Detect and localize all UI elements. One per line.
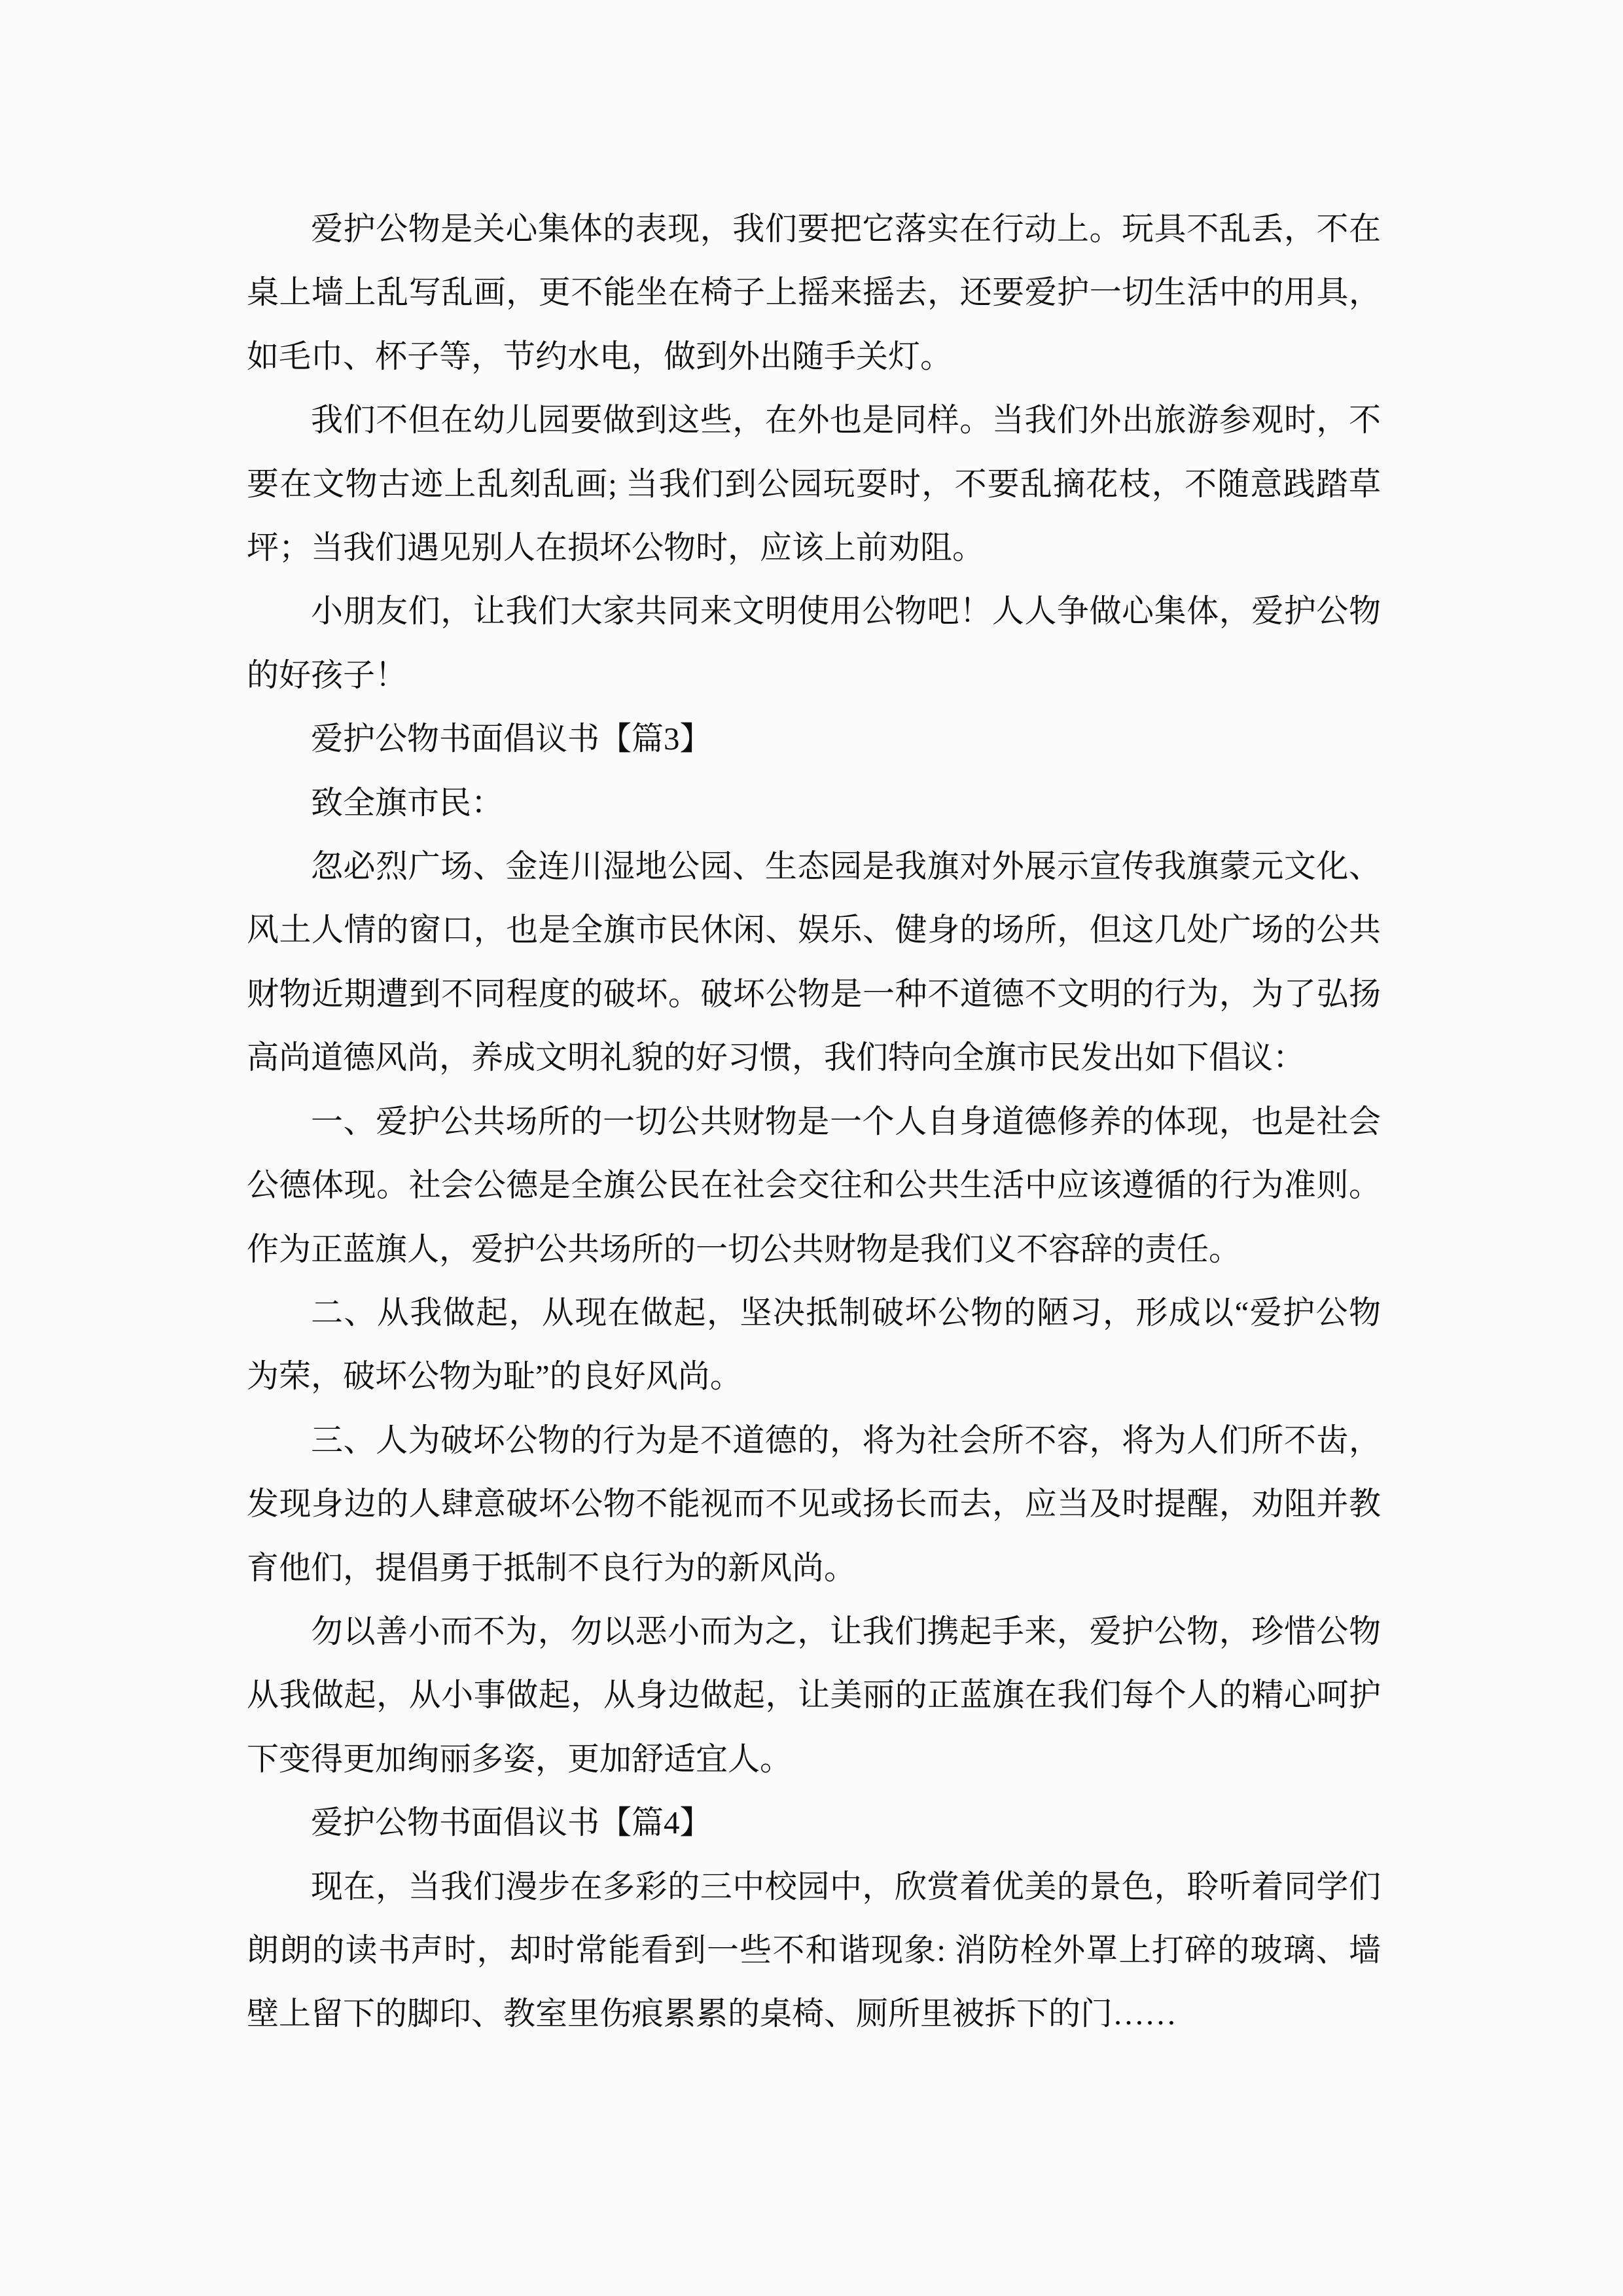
text-line: 从我做起，从小事做起，从身边做起，让美丽的正蓝旗在我们每个人的精心呵护 bbox=[247, 1677, 1381, 1713]
text-line: 育他们，提倡勇于抵制不良行为的新风尚。 bbox=[247, 1549, 857, 1586]
text-line: 壁上留下的脚印、教室里伤痕累累的桌椅、厕所里被拆下的门…… bbox=[247, 1996, 1177, 2032]
text-line: 公德体现。社会公德是全旗公民在社会交往和公共生活中应该遵循的行为准则。 bbox=[247, 1167, 1381, 1204]
text-line: 爱护公物是关心集体的表现，我们要把它落实在行动上。玩具不乱丢，不在 bbox=[311, 211, 1381, 247]
text-line: 爱护公物书面倡议书【篇3】 bbox=[311, 721, 712, 757]
text-line: 桌上墙上乱写乱画，更不能坐在椅子上摇来摇去，还要爱护一切生活中的用具， bbox=[247, 274, 1381, 311]
text-line: 二、从我做起，从现在做起，坚决抵制破坏公物的陋习，形成以“爱护公物 bbox=[311, 1294, 1381, 1331]
text-line: 爱护公物书面倡议书【篇4】 bbox=[311, 1804, 712, 1841]
text-line: 作为正蓝旗人，爱护公共场所的一切公共财物是我们义不容辞的责任。 bbox=[247, 1230, 1241, 1267]
text-line: 现在，当我们漫步在多彩的三中校园中，欣赏着优美的景色，聆听着同学们 bbox=[311, 1868, 1381, 1905]
text-line: 下变得更加绚丽多姿，更加舒适宜人。 bbox=[247, 1740, 793, 1777]
text-line: 坪；当我们遇见别人在损坏公物时，应该上前劝阻。 bbox=[247, 529, 985, 566]
text-line: 勿以善小而不为，勿以恶小而为之，让我们携起手来，爱护公物，珍惜公物 bbox=[311, 1613, 1381, 1649]
text-line: 朗朗的读书声时，却时常能看到一些不和谐现象: 消防栓外罩上打碎的玻璃、墙 bbox=[247, 1931, 1381, 1968]
text-line: 高尚道德风尚，养成文明礼貌的好习惯，我们特向全旗市民发出如下倡议： bbox=[247, 1039, 1306, 1076]
text-line: 风土人情的窗口，也是全旗市民休闲、娱乐、健身的场所，但这几处广场的公共 bbox=[247, 912, 1381, 948]
text-line: 忽必烈广场、金连川湿地公园、生态园是我旗对外展示宣传我旗蒙元文化、 bbox=[311, 848, 1381, 885]
text-line: 要在文物古迹上乱刻乱画; 当我们到公园玩耍时，不要乱摘花枝，不随意践踏草 bbox=[247, 465, 1381, 502]
text-line: 财物近期遭到不同程度的破坏。破坏公物是一种不道德不文明的行为，为了弘扬 bbox=[247, 975, 1381, 1012]
text-line: 三、人为破坏公物的行为是不道德的，将为社会所不容，将为人们所不齿， bbox=[311, 1422, 1381, 1458]
text-line: 的好孩子！ bbox=[247, 656, 408, 693]
text-line: 为荣，破坏公物为耻”的良好风尚。 bbox=[247, 1358, 742, 1395]
text-line: 如毛巾、杯子等，节约水电，做到外出随手关灯。 bbox=[247, 338, 953, 374]
text-line: 小朋友们，让我们大家共同来文明使用公物吧！人人争做心集体，爱护公物 bbox=[311, 593, 1381, 630]
text-line: 发现身边的人肆意破坏公物不能视而不见或扬长而去，应当及时提醒，劝阻并教 bbox=[247, 1486, 1381, 1522]
text-line: 我们不但在幼儿园要做到这些，在外也是同样。当我们外出旅游参观时，不 bbox=[311, 402, 1381, 439]
text-line: 致全旗市民： bbox=[311, 784, 504, 821]
text-line: 一、爱护公共场所的一切公共财物是一个人自身道德修养的体现，也是社会 bbox=[311, 1103, 1381, 1139]
document-text bbox=[247, 197, 1381, 2046]
